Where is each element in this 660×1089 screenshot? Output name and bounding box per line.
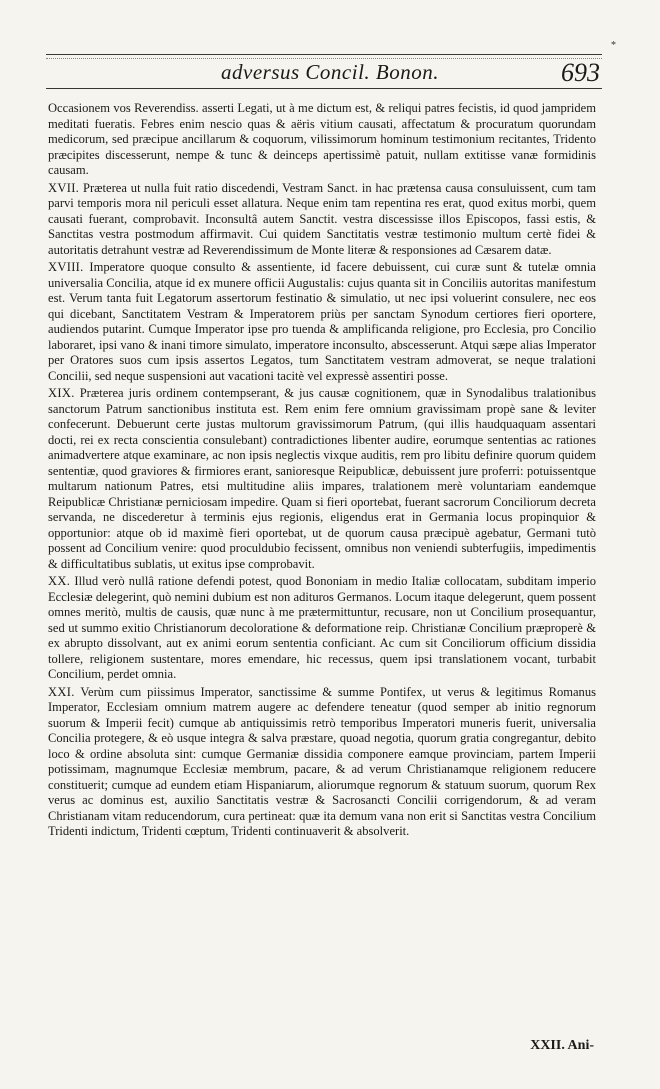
paragraph-intro [48,101,596,179]
header-rule-bottom [46,88,602,89]
paragraph-19 [48,386,596,572]
paragraph-20 [48,574,596,683]
running-title: adversus Concil. Bonon. [221,60,439,84]
paragraph-21 [48,685,596,840]
paragraph-text: Verùm cum piissimus Imperator, sanctissime & summe Pontifex, ut verus & legitimus Romanus Imperator, Ecclesiam omnium matrem augere ac defendere teneatur (quod semper ab initio regnorum suorum & Imperii fecit) cumque ab antiquissimis retrò temporibus Imperatori muneris fuerit, universalia Concilia protegere, & eò usque integra & salva præstare, quoad negotia, quorum gratia congregantur, debito loco & ordine absoluta sint: cumque Germaniæ dissidia componere eamque provinciam, partem Imperii potissimam, magnumque Ecclesiæ membrum, pacare, & ad verum Christianamque religionem reducere constituerit; cumque ad eundem etiam Hispaniarum, aliorumque regnorum & statuum suorum, quorum Rex verus ac dominus est, auxilio Sanctitatis vestræ & Sacrosancti Concilii corrigendorum, & ad veram Christianam vitam reducendorum, cura pertineat: quæ ita demum vana non erit si Sanctitas vestra Concilium Tridenti indictum, Tridenti cœptum, Tridenti continuaverit & absolverit. [48,684,596,838]
paragraph-number: XIX. [48,386,75,400]
header-rule-top [46,54,602,55]
header-mark: * [611,40,616,51]
paragraph-18 [48,260,596,384]
paragraph-number: XXI. [48,684,75,699]
paragraph-number: XVII. [48,180,80,195]
body-text [48,101,596,840]
paragraph-text: Occasionem vos Reverendiss. asserti Legati, ut à me dictum est, & reliqui patres fecistis, id quod jampridem meditati fueratis. Febres enim nescio quas & aëris vitium causati, affectatum & procuratum quorundam medicorum, sed præcipue ancillarum & coquorum, vilissimorum hominum testimonium recitantes, Tridento præcipites discesserunt, nempe & tunc & deinceps apertissimè patuit, nullam extitisse vanæ formidinis causam. [48,101,596,177]
catchword: XXII. Ani- [530,1038,594,1053]
paragraph-text: Imperatore quoque consulto & assentiente, id facere debuissent, cui curæ sunt & tutelæ omnia universalia Concilia, atque id ex munere officii Augustalis: cujus quanta sit in Conciliis autoritas manifestum est. Verum tanta fuit Legatorum assertorum festinatio & simulatio, ut nec ipsi voluerint consulere, nec eos qui dicebant, Sanctitatem Vestram & Imperatorem priùs per sanctam Synodum certiores fieri oportere, audiendos putarint. Cumque Imperator ipse pro tuenda & amplificanda religione, pro Ecclesia, pro Concilio laboraret, ipsi vano & inani timore simulato, imperatore inconsulto, abscesserunt. Atqui sæpe alias Imperator per Oratores suos cum ipsis assertos Legatos, tum Sanctitatem vestram admoverat, se neque tralationi Concilii, sed neque suspensioni aut vacationi tacitè vel expressè assentiri posse. [48,260,596,383]
paragraph-number: XVIII. [48,260,84,274]
paragraph-number: XX. [48,574,71,588]
paragraph-17 [48,181,596,259]
paragraph-text: Præterea juris ordinem contempserant, & jus causæ cognitionem, quæ in Synodalibus tralationibus sanctorum Patrum sanctionibus instituta est. Rem enim fere omnium gravissimam propè sane & leviter confecerunt. Debuerunt certe justas multorum gravissimorum Patrum, (qui illis haudquaquam assentari docti, rei ex recta conscientia consulebant) contradictiones libenter audire, eorumque sententias ac rationes animadvertere atque examinare, ac non ipsis neglectis vixque auditis, rem pro libitu definire quorum quidem sententiæ, quod graviores & firmiores erant, sanioresque Reipublicæ, debuissent jure proferri: potuissentque multarum nationum Patres, etsi multitudine aliis impares, tralationem merè voluntariam eandemque Reipublicæ Christianæ perniciosam impedire. Quam si fieri oportebat, fuerant sacrorum Conciliorum decreta servanda, ne discederetur à terminis ejus regionis, eligendus erat in Germania locus propinquior & opportunior: atque ob id maximè fieri oportebat, ut de quorum causa præcipuè agebatur, Germani tutò possent ad Concilium venire: quod proculdubio fecissent, omnibus non veniendi subterfugiis, impedimentis & difficultatibus sublatis, ut exitus ipse comprobavit. [48,386,596,571]
paragraph-text: Præterea ut nulla fuit ratio discedendi, Vestram Sanct. in hac prætensa causa consuluissent, cum tam parvi temporis mora nil periculi esset allatura. Neque enim tam repentina res erat, quod exitus morbi, quem causati fuerant, comprobavit. Inconsultâ autem Sanctit. vestra discessisse illos Episcopos, fassi estis, & Sanctitas vestra postmodum affirmavit. Cui quidem Sanctitatis vestræ testimonio multum certè fidei & autoritatis detrahunt vestræ ad Reverendissimum de Monte literæ & responsiones ad Cæsarem datæ. [48,180,597,257]
page-number: 693 [561,58,600,87]
paragraph-text: Illud verò nullâ ratione defendi potest, quod Bononiam in medio Italiæ collocatam, subditam imperio Ecclesiæ delegerint, quò nemini dubium est non adituros Germanos. Locum itaque delegerunt, quem possent omnes meritò, multis de causis, quæ nunc à me prætermittuntur, recusare, non ut Concilium prosequantur, sed ut summo exitio Christianorum decoloratione & deformatione reip. Christianæ Concilium præproperè & ex abrupto dissolvant, aut ex animi eorum sententia conficiant. Ac cum sit Conciliorum officium dissidia tollere, religionem sustentare, mores emendare, hic recessus, quem ipsi translationem vocant, turbabit Concilium, perdet omnia. [48,574,596,681]
